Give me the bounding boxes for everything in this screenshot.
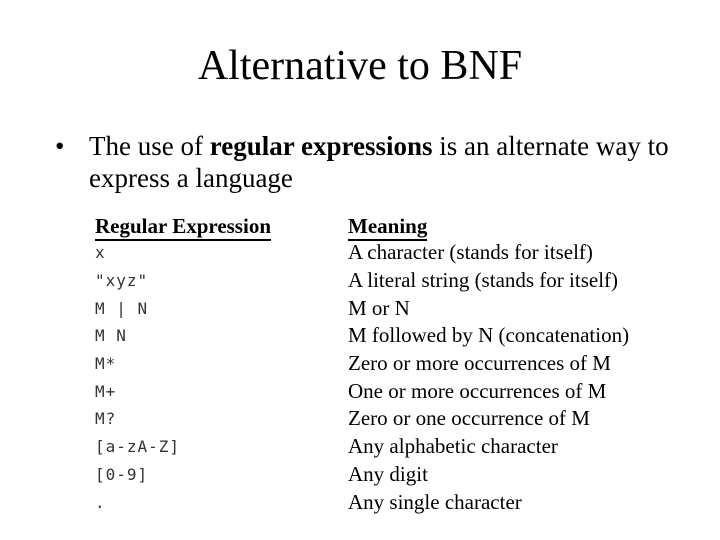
table-body xyxy=(95,239,629,516)
regex-meaning: One or more occurrences of M xyxy=(348,378,607,403)
table-row xyxy=(95,405,629,433)
bullet-text-bold: regular expressions xyxy=(209,131,433,161)
table-row xyxy=(95,322,629,350)
bullet-point xyxy=(55,130,675,194)
table-header-row xyxy=(95,213,629,239)
regex-expression: M N xyxy=(95,326,127,346)
bullet-text xyxy=(89,130,675,194)
bullet-marker: • xyxy=(55,131,65,161)
header-regular-expression: Regular Expression xyxy=(95,213,348,239)
regex-expression: x xyxy=(95,243,106,263)
table-row xyxy=(95,488,629,516)
regex-table xyxy=(95,213,629,516)
header-meaning: Meaning xyxy=(348,213,629,239)
table-row xyxy=(95,350,629,378)
regex-expression: M* xyxy=(95,354,117,374)
regex-expression: "xyz" xyxy=(95,271,149,291)
regex-expression: [0-9] xyxy=(95,464,149,484)
regex-meaning: Zero or one occurrence of M xyxy=(348,406,590,431)
regex-expression: M+ xyxy=(95,381,117,401)
regex-meaning: M or N xyxy=(348,295,410,320)
regex-expression: [a-zA-Z] xyxy=(95,437,181,457)
regex-meaning: A literal string (stands for itself) xyxy=(348,268,619,293)
regex-expression: . xyxy=(95,492,106,512)
regex-meaning: Any alphabetic character xyxy=(348,434,558,459)
table-row xyxy=(95,461,629,489)
regex-meaning: M followed by N (concatenation) xyxy=(348,323,630,348)
table-row xyxy=(95,239,629,267)
regex-meaning: A character (stands for itself) xyxy=(348,240,593,265)
table-row xyxy=(95,294,629,322)
table-row xyxy=(95,267,629,295)
bullet-text-after: is an alternate way to express a language xyxy=(89,131,669,193)
table-row xyxy=(95,377,629,405)
regex-meaning: Any digit xyxy=(348,461,428,486)
regex-meaning: Any single character xyxy=(348,489,522,514)
bullet-text-before: The use of xyxy=(89,131,210,161)
regex-meaning: Zero or more occurrences of M xyxy=(348,351,611,376)
regex-expression: M? xyxy=(95,409,117,429)
regex-expression: M | N xyxy=(95,298,149,318)
table-row xyxy=(95,433,629,461)
slide-title: Alternative to BNF xyxy=(197,43,523,89)
